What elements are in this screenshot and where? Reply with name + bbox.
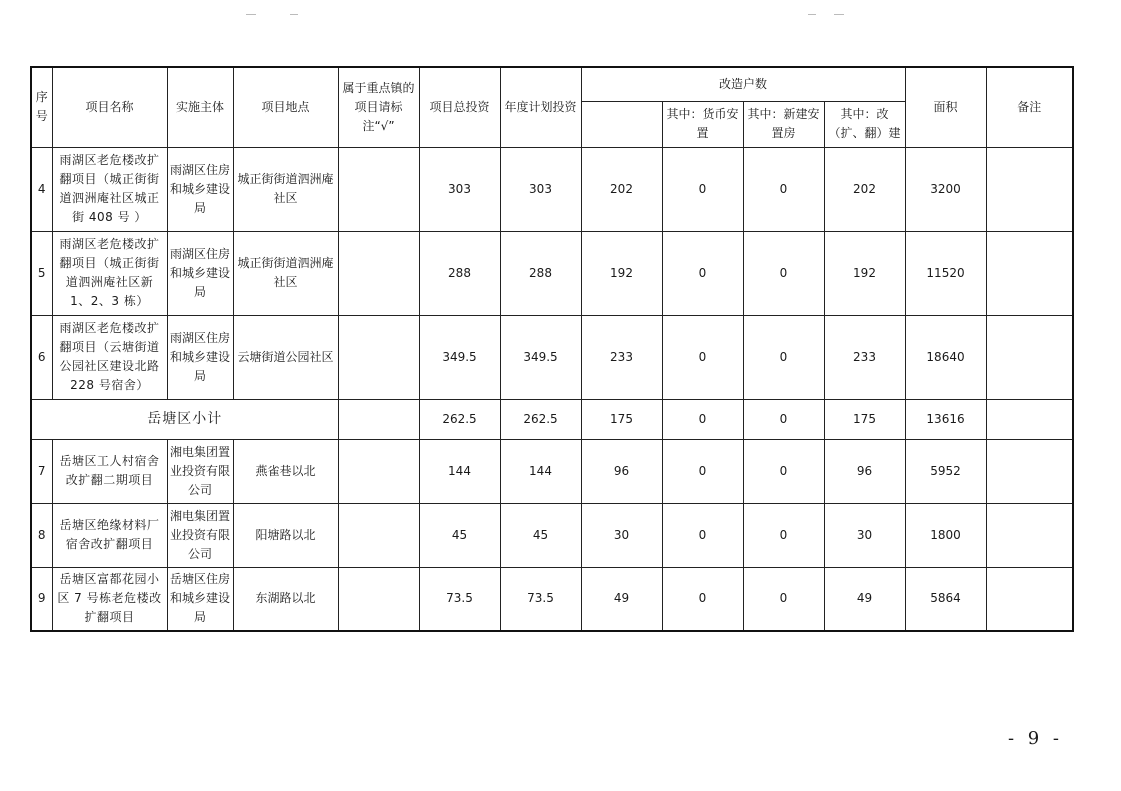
cell-location: 城正街街道泗洲庵社区 [233,231,338,315]
header-location: 项目地点 [233,67,338,147]
table-row [31,315,1073,399]
cell-location: 东湖路以北 [233,567,338,631]
cell-project-name: 雨湖区老危楼改扩翻项目（城正街街道泗洲庵社区新 1、2、3 栋） [52,231,167,315]
header-rebuild: 其中：改（扩、翻）建 [824,101,905,147]
scan-speck [834,14,844,15]
header-annual-investment: 年度计划投资 [500,67,581,147]
cell-monetary: 0 [662,503,743,567]
header-households: 改造户数 [581,67,905,101]
cell-total-investment: 303 [419,147,500,231]
scan-speck [246,14,256,15]
cell-key-town [338,147,419,231]
cell-households: 192 [581,231,662,315]
scan-speck [290,14,298,15]
cell-annual-investment: 303 [500,147,581,231]
cell-area: 3200 [905,147,986,231]
cell-households: 202 [581,147,662,231]
cell-project-name: 雨湖区老危楼改扩翻项目（城正街街道泗洲庵社区城正街 408 号 ） [52,147,167,231]
cell-new-build: 0 [743,439,824,503]
table-row [31,439,1073,503]
cell-rebuild: 192 [824,231,905,315]
cell-area: 5952 [905,439,986,503]
cell-seq: 7 [31,439,52,503]
cell-new-build: 0 [743,399,824,439]
subtotal-row [31,399,1073,439]
cell-remarks [986,315,1073,399]
cell-new-build: 0 [743,147,824,231]
table-row [31,231,1073,315]
cell-remarks [986,231,1073,315]
header-implementer: 实施主体 [167,67,233,147]
header-new-build: 其中：新建安置房 [743,101,824,147]
page-number: - 9 - [1007,728,1063,749]
cell-area: 13616 [905,399,986,439]
cell-new-build: 0 [743,503,824,567]
cell-key-town [338,567,419,631]
header-key-town: 属于重点镇的项目请标注“√” [338,67,419,147]
cell-key-town [338,439,419,503]
cell-monetary: 0 [662,147,743,231]
cell-area: 1800 [905,503,986,567]
cell-implementer: 雨湖区住房和城乡建设局 [167,315,233,399]
subtotal-label: 岳塘区小计 [31,399,338,439]
cell-seq: 5 [31,231,52,315]
cell-rebuild: 30 [824,503,905,567]
header-total-investment: 项目总投资 [419,67,500,147]
cell-total-investment: 262.5 [419,399,500,439]
cell-total-investment: 349.5 [419,315,500,399]
header-row [31,67,1073,101]
table-row [31,147,1073,231]
table-row [31,503,1073,567]
cell-households: 175 [581,399,662,439]
cell-total-investment: 45 [419,503,500,567]
cell-annual-investment: 262.5 [500,399,581,439]
cell-monetary: 0 [662,231,743,315]
scan-speck [808,14,816,15]
cell-annual-investment: 288 [500,231,581,315]
cell-location: 城正街街道泗洲庵社区 [233,147,338,231]
cell-implementer: 湘电集团置业投资有限公司 [167,503,233,567]
cell-new-build: 0 [743,567,824,631]
header-households-total [581,101,662,147]
cell-implementer: 雨湖区住房和城乡建设局 [167,147,233,231]
cell-annual-investment: 73.5 [500,567,581,631]
cell-remarks [986,503,1073,567]
cell-households: 30 [581,503,662,567]
cell-remarks [986,399,1073,439]
cell-project-name: 岳塘区绝缘材料厂宿舍改扩翻项目 [52,503,167,567]
housing-renovation-table [30,66,1074,632]
cell-remarks [986,567,1073,631]
cell-rebuild: 49 [824,567,905,631]
cell-monetary: 0 [662,315,743,399]
cell-implementer: 湘电集团置业投资有限公司 [167,439,233,503]
cell-new-build: 0 [743,315,824,399]
cell-key-town [338,399,419,439]
header-monetary: 其中：货币安置 [662,101,743,147]
cell-project-name: 雨湖区老危楼改扩翻项目（云塘街道公园社区建设北路 228 号宿舍） [52,315,167,399]
cell-location: 阳塘路以北 [233,503,338,567]
cell-implementer: 岳塘区住房和城乡建设局 [167,567,233,631]
cell-area: 11520 [905,231,986,315]
cell-households: 96 [581,439,662,503]
cell-key-town [338,315,419,399]
cell-location: 云塘街道公园社区 [233,315,338,399]
cell-monetary: 0 [662,399,743,439]
cell-rebuild: 233 [824,315,905,399]
cell-rebuild: 96 [824,439,905,503]
cell-total-investment: 288 [419,231,500,315]
cell-total-investment: 144 [419,439,500,503]
cell-seq: 9 [31,567,52,631]
cell-seq: 6 [31,315,52,399]
header-area: 面积 [905,67,986,147]
cell-annual-investment: 144 [500,439,581,503]
cell-annual-investment: 349.5 [500,315,581,399]
header-project-name: 项目名称 [52,67,167,147]
cell-households: 233 [581,315,662,399]
cell-key-town [338,503,419,567]
cell-implementer: 雨湖区住房和城乡建设局 [167,231,233,315]
cell-project-name: 岳塘区富都花园小区 7 号栋老危楼改扩翻项目 [52,567,167,631]
cell-key-town [338,231,419,315]
cell-households: 49 [581,567,662,631]
cell-area: 18640 [905,315,986,399]
cell-seq: 4 [31,147,52,231]
cell-area: 5864 [905,567,986,631]
cell-location: 燕雀巷以北 [233,439,338,503]
cell-seq: 8 [31,503,52,567]
cell-project-name: 岳塘区工人村宿舍改扩翻二期项目 [52,439,167,503]
cell-monetary: 0 [662,567,743,631]
cell-remarks [986,439,1073,503]
cell-remarks [986,147,1073,231]
cell-new-build: 0 [743,231,824,315]
table-row [31,567,1073,631]
header-seq: 序号 [31,67,52,147]
cell-rebuild: 175 [824,399,905,439]
cell-rebuild: 202 [824,147,905,231]
cell-total-investment: 73.5 [419,567,500,631]
header-remarks: 备注 [986,67,1073,147]
cell-annual-investment: 45 [500,503,581,567]
cell-monetary: 0 [662,439,743,503]
